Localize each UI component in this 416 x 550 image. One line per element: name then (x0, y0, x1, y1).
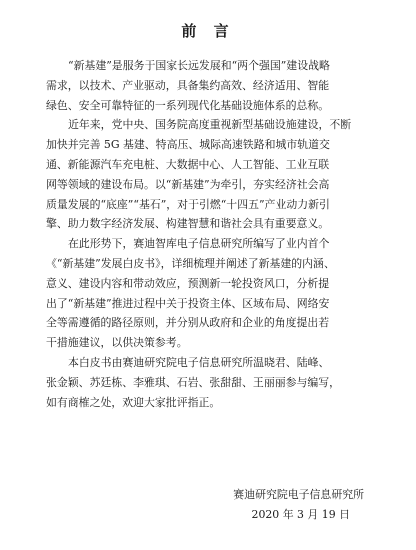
signature-date: 2020 年 3 月 19 日 (251, 508, 350, 521)
signature-organization: 赛迪研究院电子信息研究所 (233, 488, 364, 501)
text-line: 张金颖、苏廷栋、李雅琪、石岩、张甜甜、王丽丽参与编写， (46, 375, 341, 389)
text-line: 干措施建议，以供决策参考。 (46, 336, 188, 350)
text-line: 网等领域的建设布局。以“新基建”为牵引，夯实经济社会高 (46, 177, 330, 191)
text-line: 绿色、安全可靠特征的一系列现代化基础设施体系的总称。 (46, 98, 330, 112)
text-line: 意义、建设内容和带动效应，预测新一轮投资风口，分析提 (46, 276, 330, 290)
text-line: 如有商榷之处，欢迎大家批评指正。 (46, 395, 221, 409)
text-line: 出了“新基建”推进过程中关于投资主体、区域布局、网络安 (46, 296, 330, 310)
paragraph-3 (46, 234, 371, 353)
signature-block (233, 486, 364, 524)
text-line: “新基建”是服务于国家长远发展和“两个强国”建设战略 (68, 59, 330, 72)
paragraph-4 (46, 353, 371, 412)
text-line: 质量发展的“底座”“基石”，对于引燃“十四五”产业动力新引 (46, 197, 330, 211)
text-line: 需求，以技术、产业驱动，具备集约高效、经济适用、智能 (46, 78, 330, 92)
text-line: 《“新基建”发展白皮书》，详细梳理并阐述了新基建的内涵、 (46, 256, 335, 270)
text-line: 加快并完善 5G 基建、特高压、城际高速铁路和城市轨道交 (46, 138, 330, 152)
paragraph-1 (46, 56, 371, 115)
text-line: 本白皮书由赛迪研究院电子信息研究所温晓君、陆峰、 (68, 355, 330, 369)
page-title: 前 言 (181, 22, 235, 40)
text-line: 近年来，党中央、国务院高度重视新型基础设施建设，不断 (68, 118, 352, 132)
text-line: 全等需遵循的路径原则，并分别从政府和企业的角度提出若 (46, 316, 330, 330)
text-line: 擎、助力数字经济发展、构建智慧和谐社会具有重要意义。 (46, 217, 330, 231)
paragraph-2 (46, 115, 371, 234)
document-body (46, 56, 371, 412)
text-line: 通、新能源汽车充电桩、大数据中心、人工智能、工业互联 (46, 157, 330, 171)
text-line: 在此形势下，赛迪智库电子信息研究所编写了业内首个 (68, 237, 330, 251)
